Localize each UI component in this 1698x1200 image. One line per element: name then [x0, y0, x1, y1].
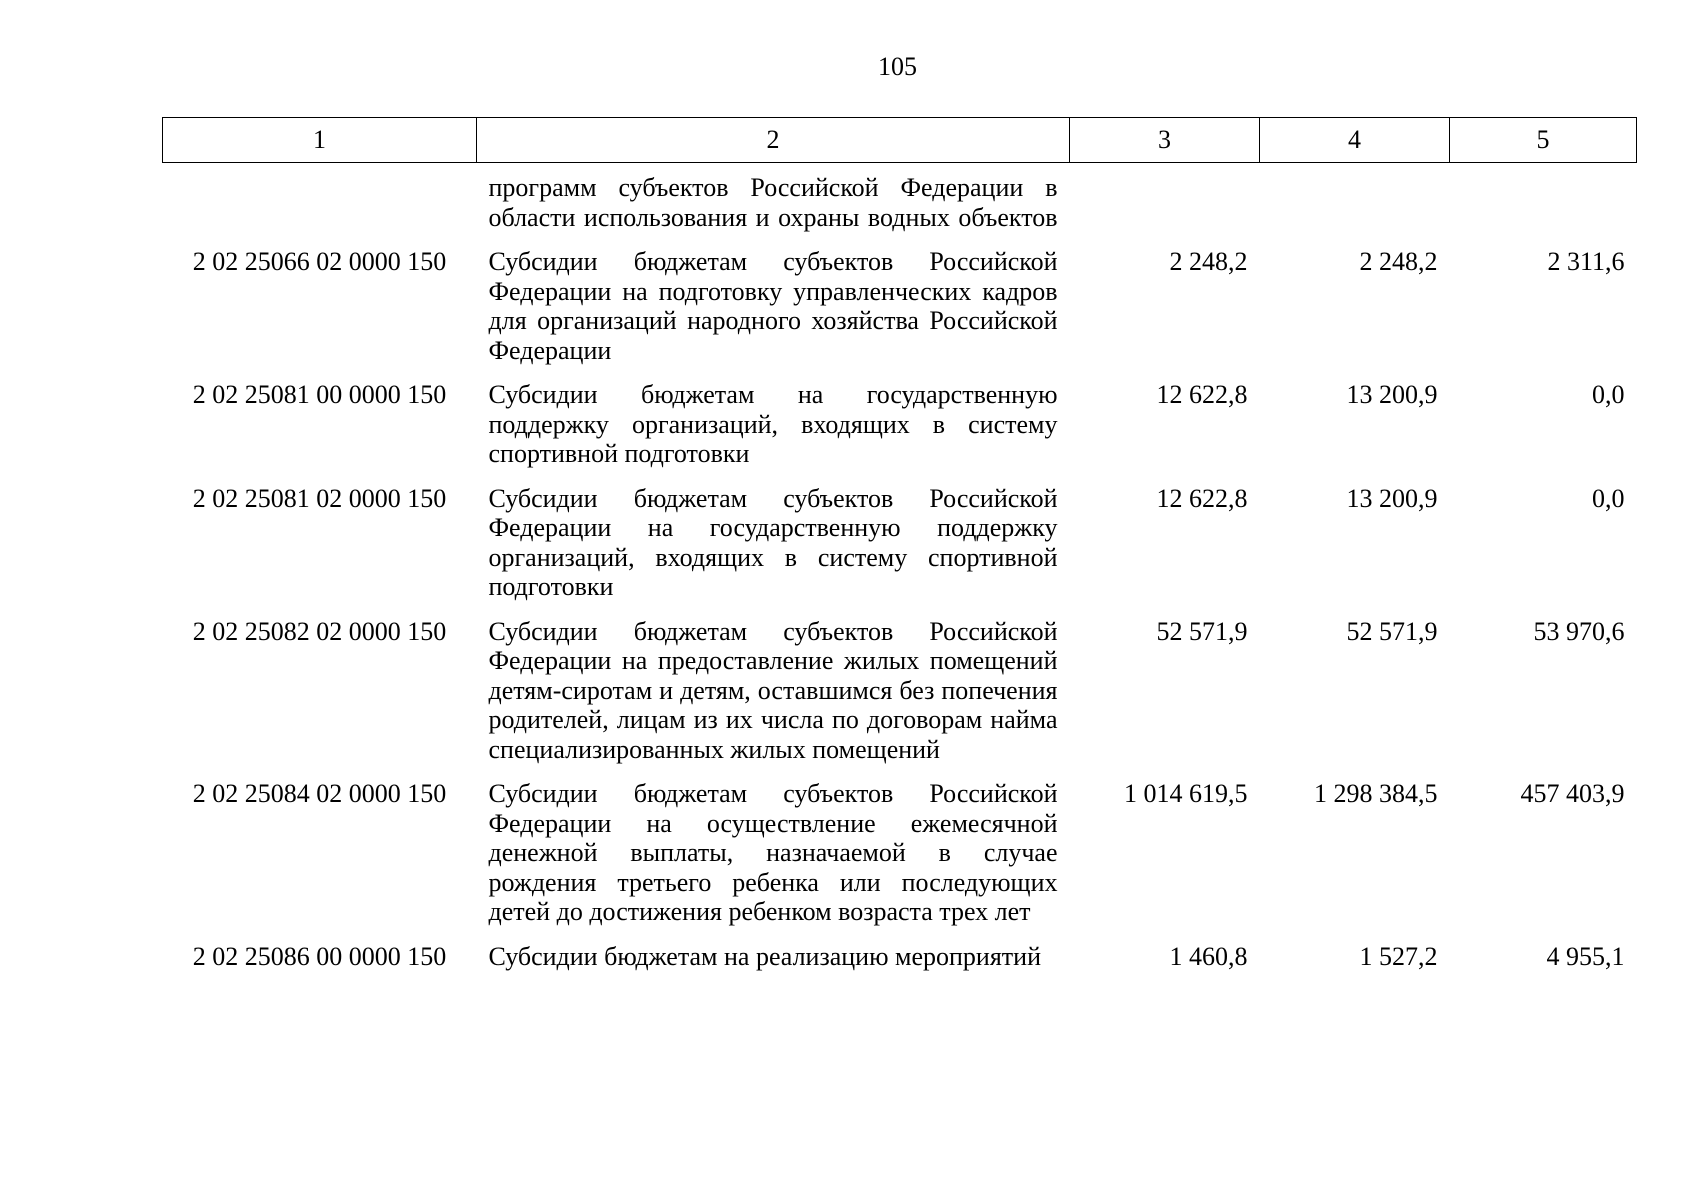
amount-col4-cell: 13 200,9: [1346, 380, 1438, 409]
amount-col4-cell: 1 527,2: [1359, 941, 1438, 971]
description-cell: Субсидии бюджетам субъектов Российской Федерации на государственную поддержку организаций, входящих в систему спортивной подготовки: [488, 483, 1058, 601]
table-body: [163, 163, 1637, 987]
amount-col5-cell: 4 955,1: [1546, 941, 1625, 971]
amount-col5-cell: 53 970,6: [1533, 616, 1625, 646]
amount-col3-cell: [1070, 163, 1260, 248]
page-number: 105: [878, 52, 917, 81]
amount-col4-cell: 13 200,9: [1346, 483, 1438, 513]
budget-code-cell: 2 02 25066 02 0000 150: [192, 247, 447, 276]
budget-code-cell: 2 02 25081 02 0000 150: [192, 483, 447, 513]
description-cell: Субсидии бюджетам на государственную поддержку организаций, входящих в систему спортивной подготовки: [488, 380, 1058, 468]
budget-code-cell: 2 02 25082 02 0000 150: [192, 616, 447, 646]
amount-col3-cell: 2 248,2: [1169, 247, 1248, 276]
amount-col4-cell: 52 571,9: [1346, 616, 1438, 646]
description-cell: Субсидии бюджетам на реализацию мероприятий: [488, 941, 1041, 971]
amount-col3-cell: 12 622,8: [1156, 483, 1248, 513]
amount-col5-cell: 457 403,9: [1520, 779, 1625, 808]
description-cell: программ субъектов Российской Федерации в области использования и охраны водных объектов: [488, 173, 1058, 232]
amount-col5-cell: [1450, 163, 1637, 248]
column-header-2: 2: [477, 118, 1070, 163]
budget-code-cell: 2 02 25084 02 0000 150: [192, 779, 447, 808]
table-row: [163, 942, 1637, 987]
table-row: [163, 247, 1637, 380]
description-cell: Субсидии бюджетам субъектов Российской Федерации на предоставление жилых помещений детям-сиротам и детям, оставшимся без попечения родителей, лицам из их числа по договорам найма специализированных жилых помещений: [488, 616, 1058, 764]
amount-col5-cell: 0,0: [1592, 380, 1625, 409]
amount-col4-cell: [1260, 163, 1450, 248]
amount-col3-cell: 1 014 619,5: [1124, 779, 1248, 808]
table-row: [163, 779, 1637, 942]
table-header: [163, 118, 1637, 163]
table-row: [163, 163, 1637, 248]
budget-revenue-table: [162, 117, 1637, 986]
table-row: [163, 380, 1637, 484]
budget-code-cell: [163, 163, 477, 248]
amount-col3-cell: 52 571,9: [1156, 616, 1248, 646]
amount-col3-cell: 12 622,8: [1156, 380, 1248, 409]
header-row: [163, 118, 1637, 163]
column-header-4: 4: [1260, 118, 1450, 163]
column-header-3: 3: [1070, 118, 1260, 163]
budget-code-cell: 2 02 25081 00 0000 150: [192, 380, 447, 409]
amount-col4-cell: 2 248,2: [1359, 247, 1438, 276]
table-row: [163, 484, 1637, 617]
amount-col4-cell: 1 298 384,5: [1314, 779, 1438, 808]
description-cell: Субсидии бюджетам субъектов Российской Федерации на осуществление ежемесячной денежной выплаты, назначаемой в случае рождения третьего ребенка или последующих детей до достижения ребенком возраста трех лет: [488, 779, 1058, 926]
amount-col5-cell: 2 311,6: [1547, 247, 1625, 276]
description-cell: Субсидии бюджетам субъектов Российской Федерации на подготовку управленческих кадров для организаций народного хозяйства Российской Федерации: [488, 247, 1058, 365]
amount-col5-cell: 0,0: [1592, 483, 1625, 513]
table-row: [163, 617, 1637, 780]
amount-col3-cell: 1 460,8: [1169, 941, 1248, 971]
column-header-1: 1: [163, 118, 477, 163]
budget-code-cell: 2 02 25086 00 0000 150: [192, 941, 447, 971]
column-header-5: 5: [1450, 118, 1637, 163]
